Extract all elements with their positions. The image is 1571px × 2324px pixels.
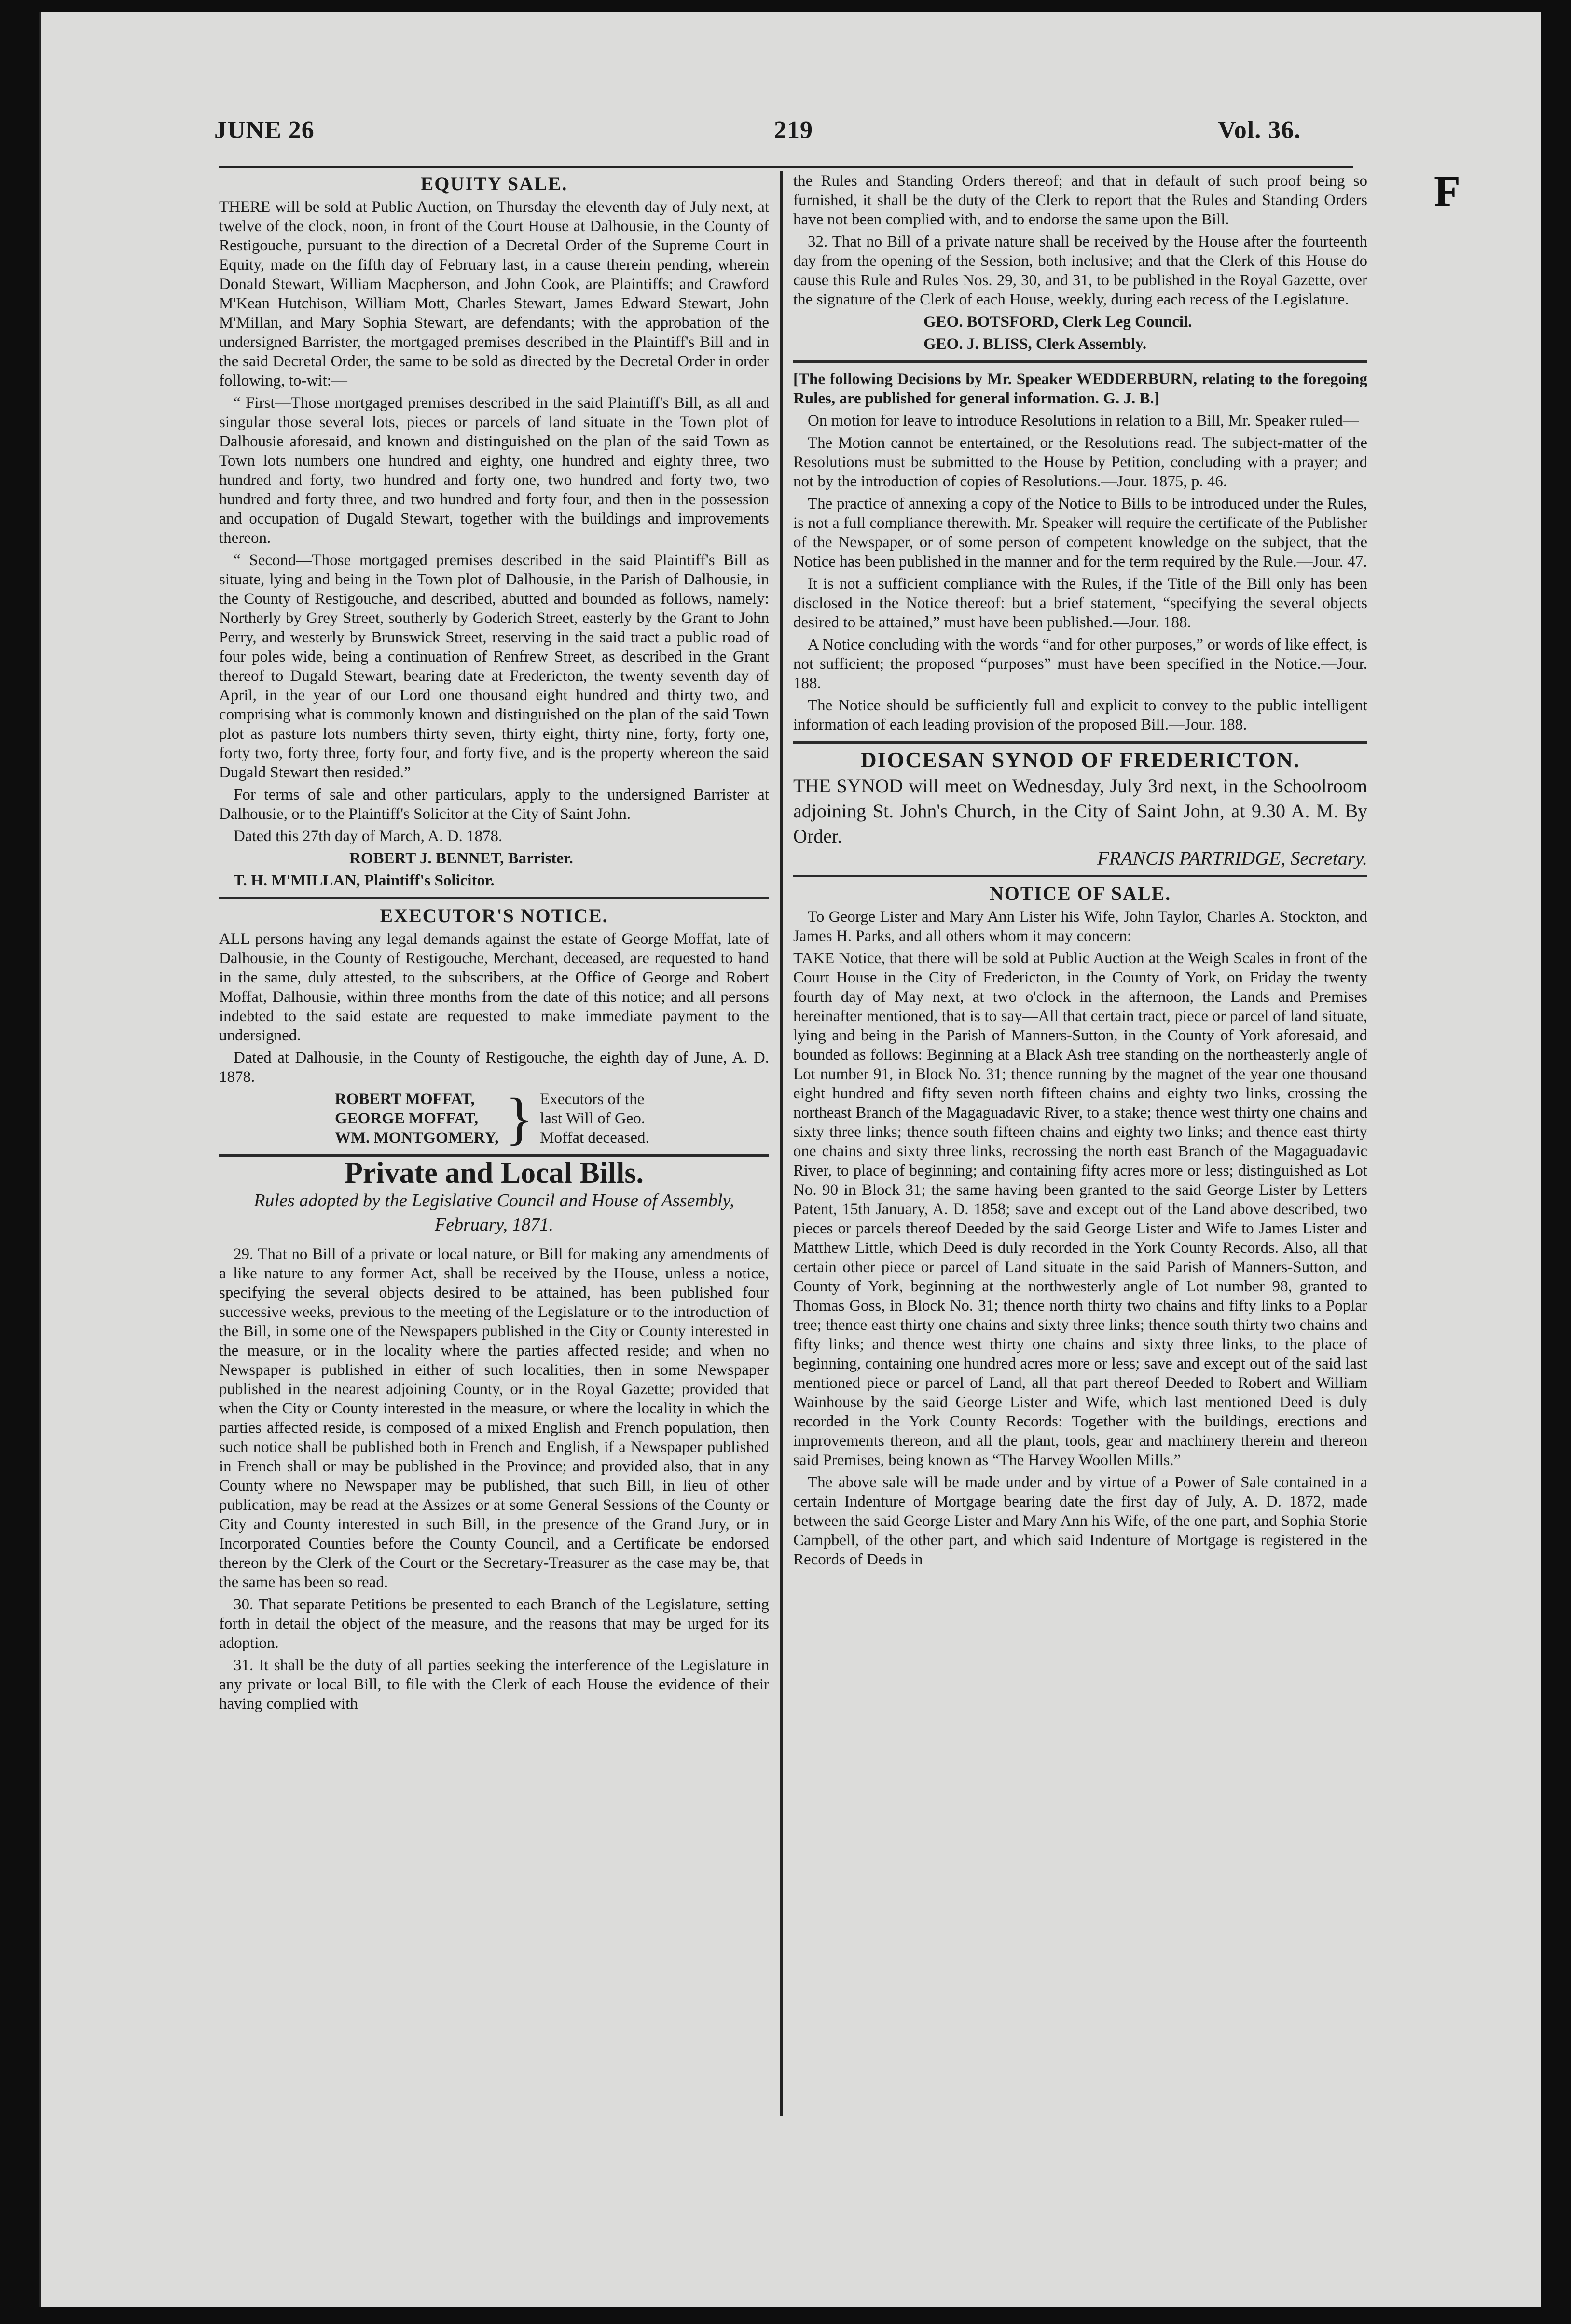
header-rule xyxy=(219,166,1353,168)
section-divider xyxy=(793,875,1367,877)
executor-name: ROBERT MOFFAT, xyxy=(335,1091,475,1108)
notice-addressees: To George Lister and Mary Ann Lister his Wife, John Taylor, Charles A. Stockton, and James H. Parks, and all others whom it may concern: xyxy=(793,908,1367,945)
executor-role: last Will of Geo. xyxy=(540,1110,646,1127)
equity-paragraph: THERE will be sold at Public Auction, on Thursday the eleventh day of July next, at twelve of the clock, noon, in front of the Court House at Dalhousie, in the County of Restigouche, pursuant to the direction of a Decretal Order of the Supreme Court in Equity, made on the fifth day of February last, in a cause therein pending, wherein Donald Stewart, William Macpherson, and John Cook, are Plaintiffs; and Crawford M'Kean Hutchison, William Mott, Charles Stewart, James Edward Stewart, John M'Millan, and Mary Sophia Stewart, are defendants; with the approbation of the undersigned Barrister, the mortgaged premises described in the Plaintiff's Bill and in the said Decretal Order, the same to be sold as directed by the Decretal Order in order following, to-wit:— xyxy=(219,198,769,389)
equity-paragraph: “ Second—Those mortgaged premises described in the said Plaintiff's Bill as situate, lying and being in the Town plot of Dalhousie, in the Parish of Dalhousie, in the County of Restigouche, and described, abutted and bounded as follows, namely: Northerly by Grey Street, southerly by Goderich Street, easterly by the Grant to John Perry, and westerly by Brunswick Street, reserving in the said tract a public road of four poles wide, being a continuation of Renfrew Street, as described in the Grant thereof to Dugald Stewart, bearing date at Fredericton, the twenty seventh day of April, in the year of our Lord one thousand eight hundred and thirty two, and comprising what is commonly known and distinguished on the plan of the said Town plot as pasture lots numbers thirty seven, thirty eight, thirty nine, forty, forty one, forty two, forty three, forty four, and forty five, and is the property whereon the said Dugald Stewart then resided.” xyxy=(219,552,769,781)
executor-dated: Dated at Dalhousie, in the County of Restigouche, the eighth day of June, A. D. 1878. xyxy=(219,1049,769,1086)
executor-notice-heading: EXECUTOR'S NOTICE. xyxy=(380,905,608,927)
section-divider xyxy=(219,897,769,899)
rule-31: 31. It shall be the duty of all parties seeking the interference of the Legislature in any private or local Bill, to file with the Clerk of each House the evidence of their having complied with xyxy=(219,1657,769,1713)
decisions-intro: [The following Decisions by Mr. Speaker WEDDERBURN, relating to the foregoing Rules, are published for general information. G. J. B.] xyxy=(793,371,1367,407)
executor-name: GEORGE MOFFAT, xyxy=(335,1110,478,1127)
section-divider xyxy=(793,360,1367,363)
private-bills-heading: Private and Local Bills. xyxy=(345,1157,644,1190)
margin-mark: F xyxy=(1434,167,1461,215)
decision: It is not a sufficient compliance with the Rules, if the Title of the Bill only has been disclosed in the Notice thereof: but a brief statement, “specifying the several objects desired to be attained,” must have been published.—Jour. 188. xyxy=(793,575,1367,631)
notice-paragraph: TAKE Notice, that there will be sold at Public Auction at the Weigh Scales in front of the Court House in the City of Fredericton, in the County of York, on Friday the twenty fourth day of May next, at two o'clock in the afternoon, the Lands and Premises hereinafter mentioned, that is to say—All that certain tract, piece or parcel of land situate, lying and being in the Parish of Manners-Sutton, in the County of York aforesaid, and bounded as follows: Beginning at a Black Ash tree standing on the northeasterly angle of Lot number 91, in Block No. 31; thence running by the magnet of the year one thousand eight hundred and fifty seven north fifteen chains and eighty two links, crossing the northeast Branch of the Magaguadavic River, to a stake; thence west thirty one chains and sixty three links; thence south fifteen chains and eighty two links; and thence east thirty one chains and sixty three links, recrossing the north east Branch of the Magaguadavic River, to place of beginning; and containing fifty acres more or less; distinguished as Lot No. 90 in Block 31; the same having been granted to the said George Lister by Letters Patent, 15th January, A. D. 1858; save and except out of the Land above described, two pieces or parcels thereof Deeded by the said George Lister and Wife to James Lister and Matthew Little, which Deed is duly recorded in the York County Records. Also, all that certain other piece or parcel of Land situate in the said Parish of Manners-Sutton, and County of York, beginning at the northwesterly angle of Lot number 98, granted to Thomas Goss, in Block No. 31; thence north thirty two chains and fifty links to a Poplar tree; thence east thirty one chains and sixty three links; thence south thirty two chains and fifty links; and thence west thirty one chains and sixty three links, to the place of beginning, containing one hundred acres more or less; save and except out of the said last mentioned piece or parcel of Land, all that part thereof Deeded to Robert and William Wainhouse by the said George Lister and Wife, which last mentioned Deed is duly recorded in the York County Records: Together with the buildings, erections and improvements thereon, and all the plant, tools, gear and machinery therein and thereon said Premises, being known as “The Harvey Woollen Mills.” xyxy=(793,950,1367,1469)
rules-subheading: Rules adopted by the Legislative Council and House of Assembly, February, 1871. xyxy=(254,1190,734,1235)
brace-glyph: } xyxy=(505,1086,534,1150)
executor-name: WM. MONTGOMERY, xyxy=(335,1129,499,1147)
decision: The Motion cannot be entertained, or the Resolutions read. The subject-matter of the Resolutions must be submitted to the House by Petition, concluding with a prayer; and not by the introduction of copies of Resolutions.—Jour. 1875, p. 46. xyxy=(793,434,1367,490)
notice-of-sale-heading: NOTICE OF SALE. xyxy=(989,883,1171,904)
barrister-signature: ROBERT J. BENNET, Barrister. xyxy=(349,850,573,867)
decision: A Notice concluding with the words “and for other purposes,” or words of like effect, is not sufficient; the proposed “purposes” must have been specified in the Notice.—Jour. 188. xyxy=(793,636,1367,692)
section-divider xyxy=(793,741,1367,744)
decision: The practice of annexing a copy of the Notice to Bills to be introduced under the Rules, is not a full compliance therewith. Mr. Speaker will require the certificate of the Publisher of the Newspaper, or of some person of competent knowledge on the subject, that the Notice has been published in the manner and for the term required by the Rule.—Jour. 47. xyxy=(793,495,1367,570)
clerk-assembly-signature: GEO. J. BLISS, Clerk Assembly. xyxy=(923,335,1147,353)
newspaper-page xyxy=(39,12,1541,2307)
executor-signatures xyxy=(219,1086,769,1150)
synod-heading: DIOCESAN SYNOD OF FREDERICTON. xyxy=(860,747,1300,772)
notice-paragraph: The above sale will be made under and by virtue of a Power of Sale contained in a certain Indenture of Mortgage bearing date the first day of July, A. D. 1872, made between the said George Lister and Mary Ann his Wife, of the one part, and Sophia Storie Campbell, of the other part, and which said Indenture of Mortgage is registered in the Records of Deeds in xyxy=(793,1474,1367,1568)
executor-paragraph: ALL persons having any legal demands against the estate of George Moffat, late of Dalhousie, in the County of Restigouche, Merchant, deceased, are requested to hand in the same, duly attested, to the subscribers, at the Office of George and Robert Moffat, Dalhousie, within three months from the date of this notice; and all persons indebted to the said estate are requested to make immediate payment to the undersigned. xyxy=(219,930,769,1044)
decision: On motion for leave to introduce Resolutions in relation to a Bill, Mr. Speaker ruled— xyxy=(808,412,1359,429)
left-column xyxy=(219,171,769,1716)
equity-dated: Dated this 27th day of March, A. D. 1878. xyxy=(234,828,503,845)
executor-role: Moffat deceased. xyxy=(540,1129,649,1147)
synod-text: THE SYNOD will meet on Wednesday, July 3rd next, in the Schoolroom adjoining St. John's Church, in the City of Saint John, at 9.30 A. M. By Order. xyxy=(793,775,1367,847)
volume-number: Vol. 36. xyxy=(1218,116,1301,144)
rule-29: 29. That no Bill of a private or local nature, or Bill for making any amendments of a like nature to any former Act, shall be received by the House, unless a notice, specifying the several objects desired to be attained, has been published four successive weeks, previous to the meeting of the Legislature or to the introduction of the Bill, in some one of the Newspapers published in the City or County interested in the measure, or in the locality where the parties affected reside; and when no Newspaper is published in either of such localities, then in some Newspaper published in the nearest adjoining County, or in the Royal Gazette; provided that when the City or County interested in the measure, or where the locality in which the parties affected reside, is composed of a mixed English and French population, then such notice shall be published both in French and English, if a Newspaper published in French shall or may be published in the Province; and provided also, that in any County where no Newspaper may be published, that such Bill, in lieu of other publication, may be read at the Assizes or at some General Sessions of the County or City and County interested in such Bill, in the presence of the Grand Jury, or in Incorporated Counties before the County Council, and a Certificate be endorsed thereon by the Clerk of the Court or the Secretary-Treasurer as the case may be, that the same has been so read. xyxy=(219,1245,769,1591)
synod-signature: FRANCIS PARTRIDGE, Secretary. xyxy=(1097,847,1367,869)
page-number: 219 xyxy=(774,116,813,144)
column-divider xyxy=(780,171,783,2116)
equity-paragraph: For terms of sale and other particulars, apply to the undersigned Barrister at Dalhousie, or to the Plaintiff's Solicitor at the City of Saint John. xyxy=(219,786,769,823)
clerk-council-signature: GEO. BOTSFORD, Clerk Leg Council. xyxy=(923,313,1192,331)
rule-32: 32. That no Bill of a private nature shall be received by the House after the fourteenth day from the opening of the Session, both inclusive; and that the Clerk of this House do cause this Rule and Rules Nos. 29, 30, and 31, to be published in the Royal Gazette, over the signature of the Clerk of each House, weekly, during each recess of the Legislature. xyxy=(793,233,1367,308)
right-column xyxy=(793,171,1367,1572)
rule-31-continued: the Rules and Standing Orders thereof; and that in default of such proof being so furnished, it shall be the duty of the Clerk to report that the Rules and Standing Orders have not been complied with, and to endorse the same upon the Bill. xyxy=(793,172,1367,228)
equity-paragraph: “ First—Those mortgaged premises described in the said Plaintiff's Bill, as all and singular those several lots, pieces or parcels of land situate in the Town plot of Dalhousie aforesaid, and known and distinguished on the plan of the said Town as Town lots numbers one hundred and eighty, one hundred and eighty three, two hundred and forty, two hundred and forty one, two hundred and forty two, two hundred and forty three, and two hundred and forty four, and then in the possession and occupation of Dugald Stewart, together with the buildings and improvements thereon. xyxy=(219,394,769,547)
decision: The Notice should be sufficiently full and explicit to convey to the public intelligent information of each leading provision of the proposed Bill.—Jour. 188. xyxy=(793,697,1367,733)
solicitor-signature: T. H. M'MILLAN, Plaintiff's Solicitor. xyxy=(234,872,495,889)
equity-sale-heading: EQUITY SALE. xyxy=(420,173,568,194)
executor-role: Executors of the xyxy=(540,1091,645,1108)
issue-date: JUNE 26 xyxy=(214,116,315,144)
rule-30: 30. That separate Petitions be presented to each Branch of the Legislature, setting forth in detail the object of the measure, and the reasons that may be urged for its adoption. xyxy=(219,1596,769,1652)
